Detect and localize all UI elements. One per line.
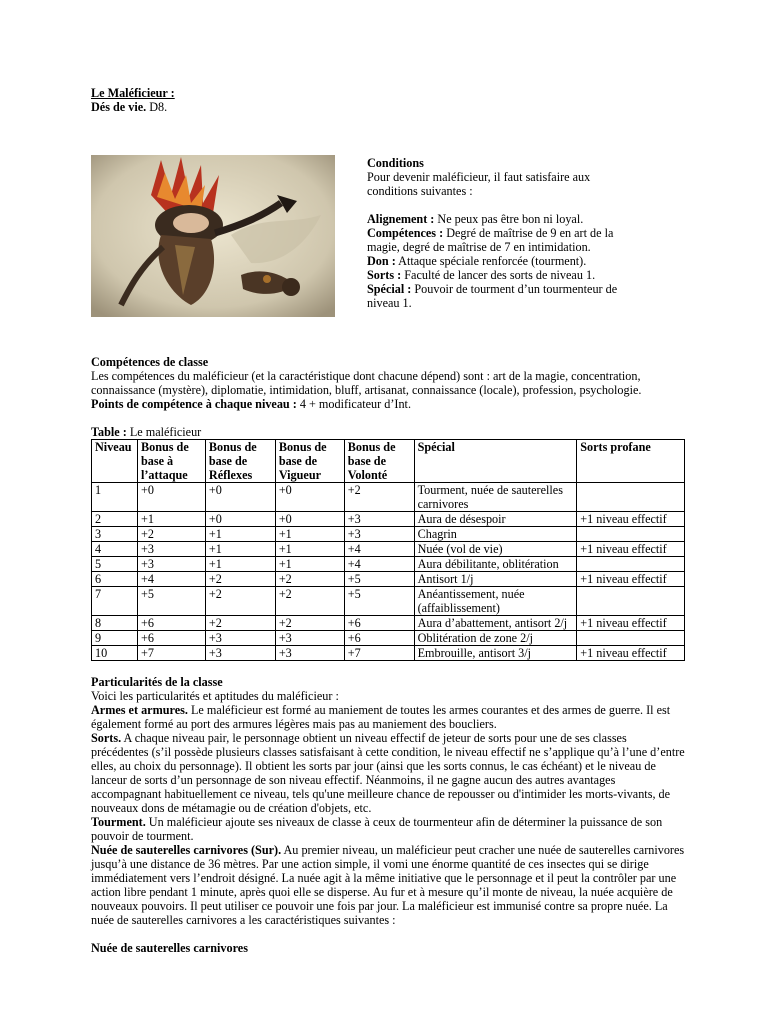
- class-skills-section: [91, 355, 687, 411]
- table-cell: +6: [137, 616, 205, 631]
- table-cell: +3: [137, 542, 205, 557]
- feature-paragraph: [91, 815, 687, 843]
- feature-text: Au premier niveau, un maléficieur peut cracher une nuée de sauterelles carnivores jusqu’à une distance de 36 mètres. Par une action simple, il vomi une énorme quantité de ces insectes qui se dirige immédiatement vers l’endroit désigné. La nuée agit à la même initiative que le personnage et il peut la contrôler par une action libre pendant 1 minute, après quoi elle se disperse. Au fur et à mesure qu’il monte de niveau, la nuée acquière de nouveaux pouvoirs. Il peut utiliser ce pouvoir une fois par jour. La maléficieur est immunisé contre sa propre nuée. La nuée de sauterelles carnivores a les caractéristiques suivantes :: [91, 843, 685, 927]
- table-cell: Aura de désespoir: [414, 512, 577, 527]
- table-cell: [577, 483, 685, 512]
- table-cell: 6: [92, 572, 138, 587]
- table-cell: 10: [92, 646, 138, 661]
- table-cell: +1 niveau effectif: [577, 572, 685, 587]
- condition-label: Compétences :: [367, 226, 444, 240]
- progression-table: [91, 439, 685, 661]
- table-cell: +5: [137, 587, 205, 616]
- condition-item: [367, 212, 639, 226]
- table-header-cell: Sorts profane: [577, 440, 685, 483]
- table-cell: [577, 587, 685, 616]
- table-cell: +1: [205, 542, 275, 557]
- feature-paragraph: [91, 703, 687, 731]
- table-cell: +1 niveau effectif: [577, 542, 685, 557]
- table-cell: 2: [92, 512, 138, 527]
- table-cell: +2: [205, 587, 275, 616]
- table-cell: +0: [205, 483, 275, 512]
- table-cell: +2: [275, 572, 344, 587]
- table-cell: +1: [137, 512, 205, 527]
- table-header-cell: Bonus de base de Réflexes: [205, 440, 275, 483]
- class-skills-text: Les compétences du maléficieur (et la caractéristique dont chacune dépend) sont : art de la magie, concentration, connaissance (mystère), diplomatie, intimidation, bluff, artisanat, connaissance (locale), profession, psychologie.: [91, 369, 642, 397]
- condition-item: [367, 254, 639, 268]
- table-cell: +3: [205, 646, 275, 661]
- table-cell: +3: [344, 527, 414, 542]
- table-header-row: [92, 440, 685, 483]
- demon-artwork: [91, 155, 335, 317]
- table-row: [92, 646, 685, 661]
- condition-text: Degré de maîtrise de 9 en art de la magie, degré de maîtrise de 7 en intimidation.: [367, 226, 614, 254]
- condition-label: Alignement :: [367, 212, 435, 226]
- conditions-intro: Pour devenir maléficieur, il faut satisfaire aux conditions suivantes :: [367, 170, 591, 198]
- condition-label: Spécial :: [367, 282, 412, 296]
- table-row: [92, 616, 685, 631]
- table-header-cell: Niveau: [92, 440, 138, 483]
- table-row: [92, 587, 685, 616]
- table-cell: Embrouille, antisort 3/j: [414, 646, 577, 661]
- table-cell: +1: [275, 542, 344, 557]
- condition-text: Attaque spéciale renforcée (tourment).: [395, 254, 587, 268]
- document-page: [91, 86, 687, 955]
- table-header-cell: Spécial: [414, 440, 577, 483]
- table-cell: +3: [205, 631, 275, 646]
- hit-dice-line: [91, 100, 687, 114]
- condition-label: Don :: [367, 254, 396, 268]
- table-row: [92, 557, 685, 572]
- table-cell: +5: [344, 587, 414, 616]
- table-header-cell: Bonus de base de Vigueur: [275, 440, 344, 483]
- table-cell: +1: [205, 527, 275, 542]
- table-cell: 9: [92, 631, 138, 646]
- table-cell: [577, 527, 685, 542]
- hit-dice-label: Dés de vie.: [91, 100, 147, 114]
- table-cell: +4: [344, 542, 414, 557]
- table-cell: +6: [137, 631, 205, 646]
- condition-item: [367, 268, 639, 282]
- table-row: [92, 483, 685, 512]
- table-cell: +1: [275, 527, 344, 542]
- table-cell: +1: [275, 557, 344, 572]
- table-cell: +2: [205, 572, 275, 587]
- table-cell: 5: [92, 557, 138, 572]
- table-cell: +0: [205, 512, 275, 527]
- table-cell: +5: [344, 572, 414, 587]
- conditions-heading: Conditions: [367, 156, 424, 170]
- condition-item: [367, 226, 639, 254]
- table-cell: Aura débilitante, oblitération: [414, 557, 577, 572]
- skill-points-value: 4 + modificateur d’Int.: [296, 397, 411, 411]
- table-cell: +2: [275, 616, 344, 631]
- table-cell: 7: [92, 587, 138, 616]
- table-cell: +6: [344, 631, 414, 646]
- feature-label: Sorts.: [91, 731, 122, 745]
- table-caption-text: Le maléficieur: [126, 425, 202, 439]
- table-cell: +3: [344, 512, 414, 527]
- condition-text: Faculté de lancer des sorts de niveau 1.: [401, 268, 596, 282]
- table-cell: [577, 557, 685, 572]
- table-cell: +1 niveau effectif: [577, 616, 685, 631]
- feature-label: Nuée de sauterelles carnivores (Sur).: [91, 843, 282, 857]
- table-cell: +0: [137, 483, 205, 512]
- table-cell: Tourment, nuée de sauterelles carnivores: [414, 483, 577, 512]
- feature-label: Tourment.: [91, 815, 146, 829]
- table-cell: +2: [344, 483, 414, 512]
- condition-text: Pouvoir de tourment d’un tourmenteur de niveau 1.: [367, 282, 618, 310]
- table-cell: +3: [137, 557, 205, 572]
- table-cell: +7: [344, 646, 414, 661]
- swarm-subheading: Nuée de sauterelles carnivores: [91, 941, 248, 955]
- table-cell: Aura d’abattement, antisort 2/j: [414, 616, 577, 631]
- table-cell: +2: [137, 527, 205, 542]
- table-cell: +1: [205, 557, 275, 572]
- table-cell: +2: [275, 587, 344, 616]
- table-cell: Antisort 1/j: [414, 572, 577, 587]
- table-header-cell: Bonus de base à l’attaque: [137, 440, 205, 483]
- table-cell: +1 niveau effectif: [577, 512, 685, 527]
- table-cell: Oblitération de zone 2/j: [414, 631, 577, 646]
- table-cell: 3: [92, 527, 138, 542]
- class-skills-heading: Compétences de classe: [91, 355, 209, 369]
- table-cell: +2: [205, 616, 275, 631]
- table-cell: +4: [137, 572, 205, 587]
- table-caption: [91, 425, 687, 439]
- class-title: Le Maléficieur :: [91, 86, 175, 100]
- condition-item: [367, 282, 639, 310]
- class-features-section: [91, 675, 687, 955]
- feature-paragraph: [91, 843, 687, 927]
- table-cell: +7: [137, 646, 205, 661]
- feature-paragraph: [91, 731, 687, 815]
- table-cell: Chagrin: [414, 527, 577, 542]
- table-row: [92, 542, 685, 557]
- condition-label: Sorts :: [367, 268, 402, 282]
- top-section: [91, 141, 687, 355]
- table-cell: +0: [275, 512, 344, 527]
- conditions-block: [367, 156, 639, 310]
- table-cell: 8: [92, 616, 138, 631]
- feature-label: Armes et armures.: [91, 703, 188, 717]
- table-row: [92, 527, 685, 542]
- table-row: [92, 512, 685, 527]
- table-cell: +3: [275, 646, 344, 661]
- skill-points-line: [91, 397, 687, 411]
- table-cell: +4: [344, 557, 414, 572]
- table-header-cell: Bonus de base de Volonté: [344, 440, 414, 483]
- features-heading: Particularités de la classe: [91, 675, 223, 689]
- table-cell: 4: [92, 542, 138, 557]
- table-cell: Nuée (vol de vie): [414, 542, 577, 557]
- table-cell: Anéantissement, nuée (affaiblissement): [414, 587, 577, 616]
- feature-text: A chaque niveau pair, le personnage obtient un niveau effectif de jeteur de sorts pour une de ses classes précédentes (s’il possède plusieurs classes satisfaisant à cette condition, le niveau effectif ne s’applique qu’à l’une d’entre elles, au choix du personnage). Il obtient les sorts par jour (ainsi que les sorts connus, le cas échéant) et le niveau de lanceur de sorts d’un personnage de son niveau effectif. Néanmoins, il ne gagne aucun des autres avantages accompagnant habituellement ce niveau, tels qu'une meilleure chance de repousser ou d'intimider les morts-vivants, de nouveaux dons de métamagie ou de création d'objets, etc.: [91, 731, 685, 815]
- table-row: [92, 572, 685, 587]
- condition-text: Ne peux pas être bon ni loyal.: [434, 212, 584, 226]
- features-intro: Voici les particularités et aptitudes du maléficieur :: [91, 689, 339, 703]
- table-cell: +1 niveau effectif: [577, 646, 685, 661]
- hit-dice-value: D8.: [146, 100, 168, 114]
- table-caption-label: Table :: [91, 425, 127, 439]
- skill-points-label: Points de compétence à chaque niveau :: [91, 397, 297, 411]
- table-cell: +3: [275, 631, 344, 646]
- table-cell: 1: [92, 483, 138, 512]
- table-cell: +0: [275, 483, 344, 512]
- table-cell: +6: [344, 616, 414, 631]
- character-illustration: [91, 155, 335, 317]
- feature-text: Le maléficieur est formé au maniement de toutes les armes courantes et des armes de guerre. Il est également formé au port des armures légères mais pas au maniement des boucliers.: [91, 703, 671, 731]
- table-row: [92, 631, 685, 646]
- table-cell: [577, 631, 685, 646]
- feature-text: Un maléficieur ajoute ses niveaux de classe à ceux de tourmenteur afin de déterminer la puissance de son pouvoir de tourment.: [91, 815, 663, 843]
